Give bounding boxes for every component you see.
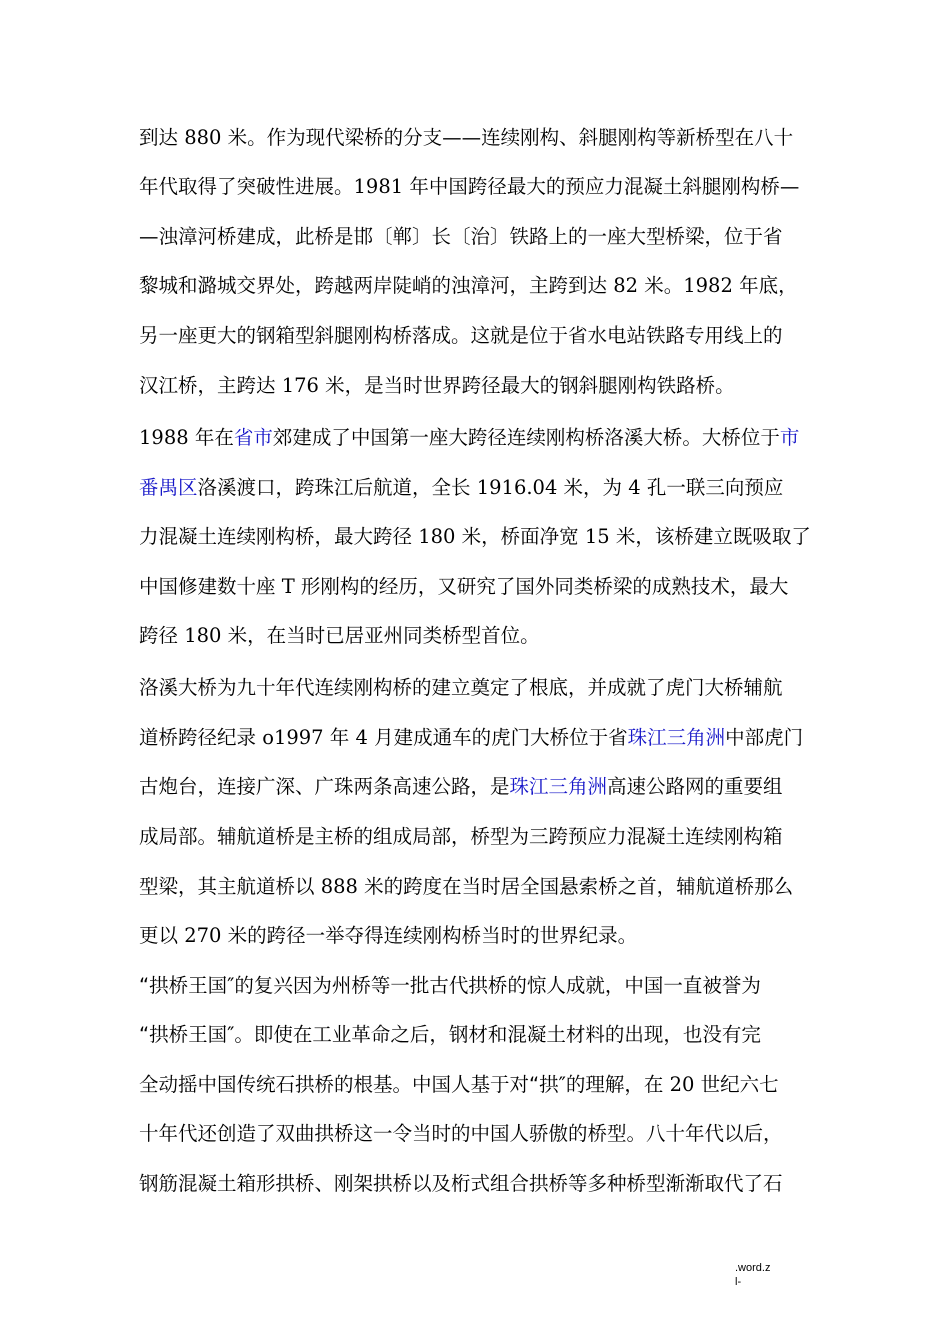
text-segment: 米，桥面净宽 <box>455 525 585 548</box>
text-segment: 成局部。辅航道桥是主桥的组成局部，桥型为三跨预应力混凝土连续刚构箱 <box>139 825 783 848</box>
text-line <box>139 825 783 849</box>
number-text: 176 <box>281 374 319 397</box>
text-segment: 钢筋混凝土箱形拱桥、刚架拱桥以及桁式组合拱桥等多种桥型渐渐取代了石 <box>139 1172 783 1195</box>
text-line <box>139 225 783 249</box>
text-segment: 古炮台，连接广深、广珠两条高速公路，是 <box>139 775 510 798</box>
page-footer-text: .word.z <box>735 1262 771 1274</box>
number-text: 4 <box>628 476 641 499</box>
text-segment: 更以 <box>139 924 185 947</box>
text-segment: 年底， <box>732 274 798 297</box>
text-segment: “拱桥王国″的复兴因为州桥等一批古代拱桥的惊人成就，中国一直被誉为 <box>139 974 761 997</box>
text-line <box>139 175 799 199</box>
text-segment: 力混凝土连续刚构桥，最大跨径 <box>139 525 419 548</box>
hyperlink[interactable]: 珠江三角洲 <box>509 775 608 798</box>
text-segment: 米。作为现代梁桥的分支——连续刚构、斜腿刚构等新桥型在八十 <box>221 126 794 149</box>
text-line <box>139 1172 783 1196</box>
text-segment: 米的跨度在当时居全国悬索桥之首，辅航道桥那么 <box>357 875 794 898</box>
number-text: 1981 <box>353 175 404 198</box>
hyperlink[interactable]: 省市 <box>233 426 273 449</box>
text-line <box>139 374 735 398</box>
text-line <box>139 974 761 998</box>
number-text: 82 <box>613 274 639 297</box>
number-text: o1997 <box>262 726 324 749</box>
text-segment: 年 <box>323 726 356 749</box>
text-segment: 中部虎门 <box>725 726 804 749</box>
text-line <box>139 126 793 150</box>
text-line <box>139 676 783 700</box>
text-line <box>139 875 793 899</box>
text-line <box>139 274 798 298</box>
text-segment: 形刚构的经历，又研究了国外同类桥梁的成熟技术，最大 <box>294 575 789 598</box>
text-line <box>139 575 788 599</box>
text-line <box>139 1023 761 1047</box>
hyperlink[interactable]: 珠江三角洲 <box>627 726 726 749</box>
text-segment: 米，是当时世界跨径最大的钢斜腿刚构铁路桥。 <box>318 374 735 397</box>
text-segment: 米，在当时已居亚州同类桥型首位。 <box>221 624 540 647</box>
text-segment: —浊漳河桥建成，此桥是邯〔郸〕长〔治〕铁路上的一座大型桥梁，位于省 <box>139 225 783 248</box>
number-text: 270 <box>184 924 222 947</box>
text-line <box>139 525 811 549</box>
text-segment: 道桥跨径纪录 <box>139 726 263 749</box>
text-segment: 年代取得了突破性进展。 <box>139 175 354 198</box>
text-segment: 汉江桥，主跨达 <box>139 374 282 397</box>
text-line <box>139 1073 779 1097</box>
hyperlink[interactable]: 番禺区 <box>139 476 198 499</box>
text-segment: 月建成通车的虎门大桥位于省 <box>367 726 628 749</box>
text-segment: 洛溪渡口，跨珠江后航道，全长 <box>197 476 477 499</box>
page-footer-text: l- <box>735 1276 742 1288</box>
number-text: 15 <box>584 525 610 548</box>
text-segment: 米。 <box>638 274 684 297</box>
hyperlink[interactable]: 市 <box>779 426 800 449</box>
text-segment: “拱桥王国″。即使在工业革命之后，钢材和混凝土材料的出现，也没有完 <box>139 1023 761 1046</box>
text-segment: 型梁，其主航道桥以 <box>139 875 321 898</box>
text-line <box>139 426 799 450</box>
number-text: 180 <box>184 624 222 647</box>
text-segment: 洛溪大桥为九十年代连续刚构桥的建立奠定了根底，并成就了虎门大桥辅航 <box>139 676 783 699</box>
text-line <box>139 775 783 799</box>
text-segment: 米，为 <box>557 476 629 499</box>
text-segment: 跨径 <box>139 624 185 647</box>
text-segment: 郊建成了中国第一座大跨径连续刚构桥洛溪大桥。大桥位于 <box>272 426 780 449</box>
text-segment: 孔一联三向预应 <box>640 476 784 499</box>
text-segment: 全动摇中国传统石拱桥的根基。中国人基于对“拱″的理解，在 <box>139 1073 670 1096</box>
number-text: 180 <box>418 525 456 548</box>
text-segment: 另一座更大的钢箱型斜腿刚构桥落成。这就是位于省水电站铁路专用线上的 <box>139 324 783 347</box>
number-text: 1916.04 <box>476 476 558 499</box>
text-segment: 米的跨径一举夺得连续刚构桥当时的世界纪录。 <box>221 924 638 947</box>
number-text: T <box>281 575 295 598</box>
text-line <box>139 1122 783 1146</box>
number-text: 20 <box>669 1073 695 1096</box>
text-segment: 年中国跨径最大的预应力混凝土斜腿刚构桥— <box>403 175 800 198</box>
text-line <box>139 476 783 500</box>
text-segment: 世纪六七 <box>694 1073 779 1096</box>
number-text: 1982 <box>683 274 733 297</box>
text-segment: 黎城和潞城交界处，跨越两岸陡峭的浊漳河，主跨到达 <box>139 274 614 297</box>
text-segment: 米，该桥建立既吸取了 <box>609 525 811 548</box>
number-text: 4 <box>355 726 368 749</box>
text-line <box>139 726 803 750</box>
number-text: 1988 <box>139 426 189 449</box>
text-segment: 到达 <box>139 126 185 149</box>
number-text: 880 <box>184 126 222 149</box>
text-line <box>139 324 783 348</box>
number-text: 888 <box>320 875 358 898</box>
text-segment: 十年代还创造了双曲拱桥这一令当时的中国人骄傲的桥型。八十年代以后， <box>139 1122 783 1145</box>
text-segment: 中国修建数十座 <box>139 575 282 598</box>
text-line <box>139 924 637 948</box>
text-segment: 年在 <box>188 426 234 449</box>
text-line <box>139 624 540 648</box>
text-segment: 高速公路网的重要组 <box>607 775 783 798</box>
